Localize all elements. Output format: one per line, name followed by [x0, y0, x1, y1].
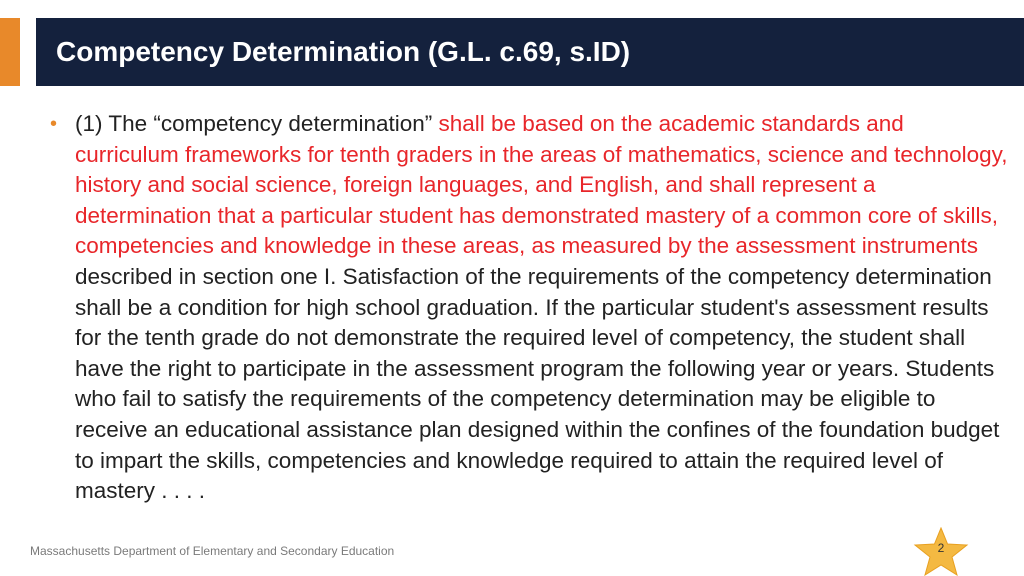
title-bar: [36, 18, 1024, 86]
paragraph-body: described in section one I. Satisfaction of the requirements of the competency determination shall be a condition for high school graduation. If the particular student's assessment results for the tenth grade do not demonstrate the required level of competency, the student shall have the right to participate in the assessment program the following year or years. Students who fail to satisfy the requirements of the competency determination may be eligible to receive an educational assistance plan designed within the confines of the foundation budget to impart the skills, competencies and knowledge required to attain the required level of mastery . . . .: [75, 263, 1000, 504]
paragraph-intro: (1) The “competency determination”: [75, 111, 439, 136]
bullet-marker: •: [50, 113, 58, 135]
footer-text: Massachusetts Department of Elementary and Secondary Education: [30, 544, 395, 558]
paragraph-highlight: shall be based on the academic standards and curriculum frameworks for tenth graders in the areas of mathematics, science and technology, history and social science, foreign languages, and English, and shall represent a determination that a particular student has demonstrated mastery of a common core of skills, competencies and knowledge in these areas, as measured by the assessment instruments: [75, 111, 1008, 259]
slide-title: Competency Determination (G.L. c.69, s.ID): [56, 36, 631, 67]
bullet-item: [50, 109, 1010, 507]
page-number: 2: [937, 541, 945, 555]
bullet-text: [75, 109, 1010, 507]
slide-content: [50, 109, 1010, 507]
accent-bar: [0, 18, 20, 86]
